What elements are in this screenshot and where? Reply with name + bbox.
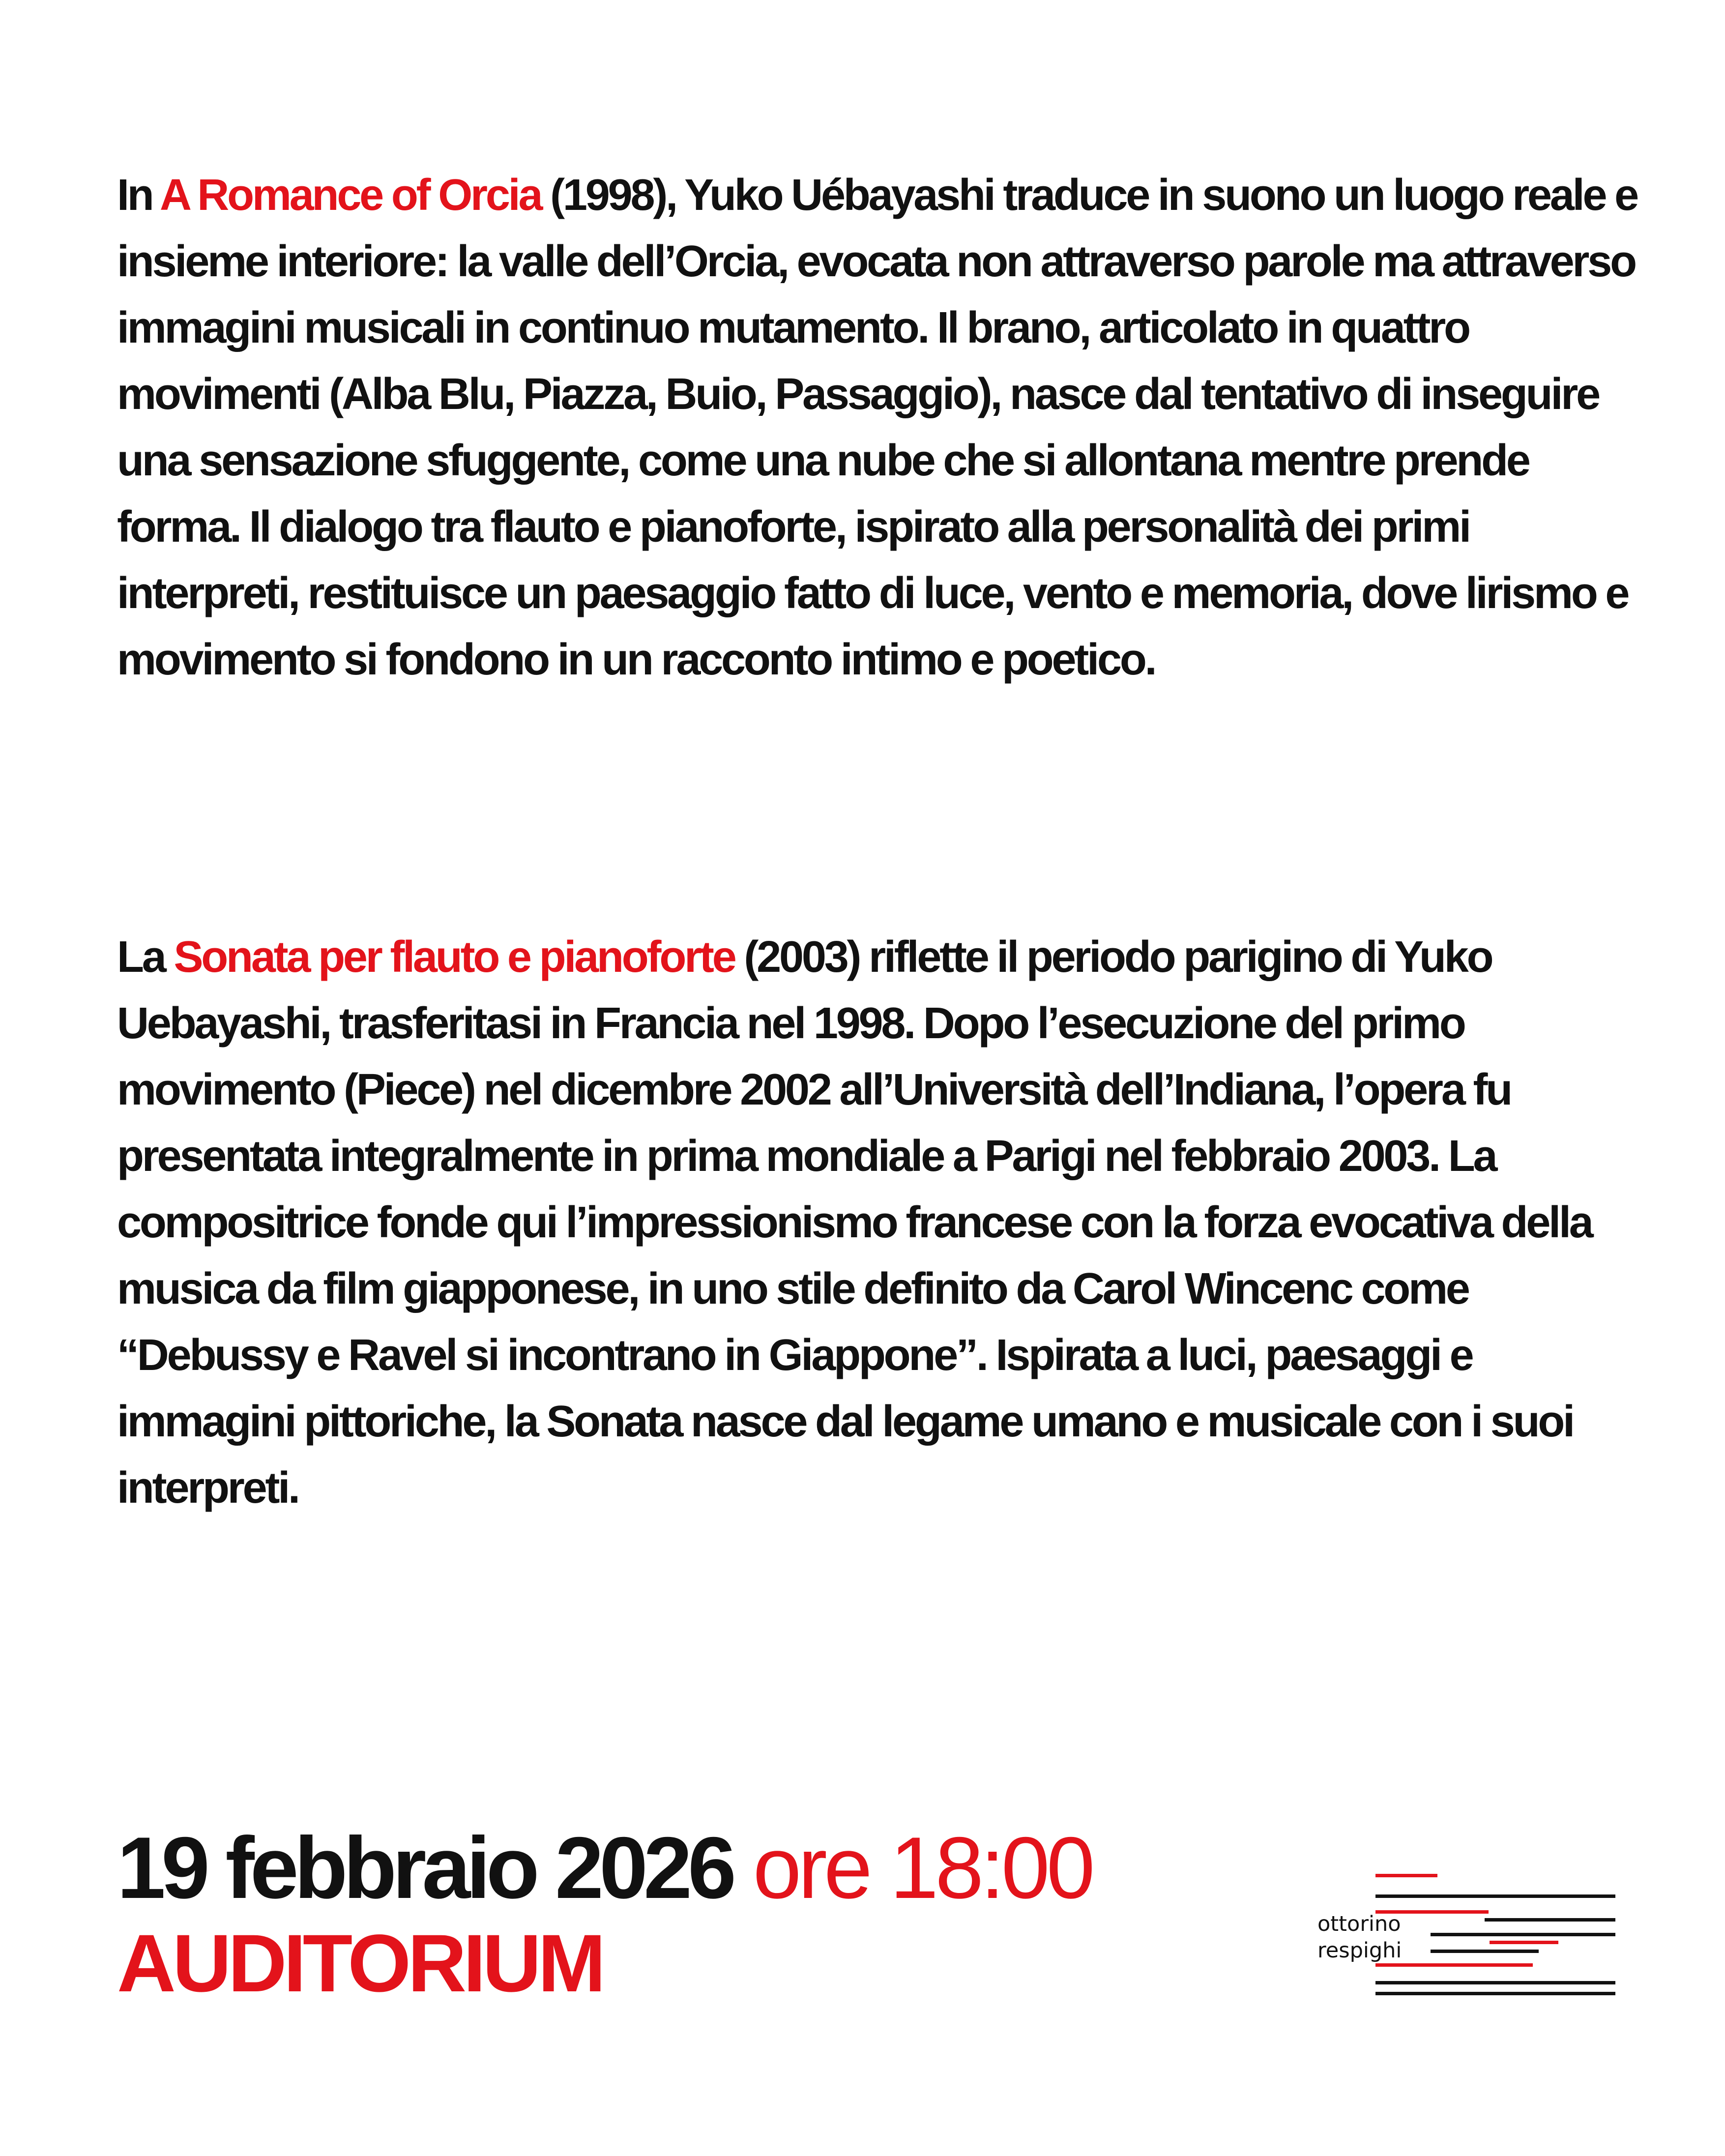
work-title-sonata: Sonata per flauto e pianoforte [174,932,735,982]
logo-line [1485,1918,1615,1922]
logo-text-respighi: respighi [1317,1938,1402,1963]
work-title-romance-of-orcia: A Romance of Orcia [160,171,541,220]
logo-line [1490,1941,1558,1944]
paragraph-intro: In [117,171,160,220]
event-venue: AUDITORIUM [117,1918,603,2009]
program-note-sonata [117,924,1641,1521]
logo-line [1431,1933,1615,1936]
logo-text-ottorino: ottorino [1317,1912,1401,1936]
paragraph-body: (1998), Yuko Uébayashi traduce in suono un luogo reale e insieme interiore: la valle dell’Orcia, evocata non attraverso parole ma attraverso immagini musicali in continuo mutamento. Il brano, articolato in quattro movimenti (Alba Blu, Piazza, Buio, Passaggio), nasce dal tentativo di inseguire una sensazione sfuggente, come una nube che si allontana mentre prende forma. Il dialogo tra flauto e pianoforte, ispirato alla personalità dei primi interpreti, restituisce un paesaggio fatto di luce, vento e memoria, dove lirismo e movimento si fondono in un racconto intimo e poetico. [117,171,1637,684]
logo-line [1375,1963,1533,1967]
logo-line [1375,1981,1615,1984]
event-date: 19 febbraio 2026 [117,1819,732,1917]
logo-line [1375,1992,1615,1995]
logo-line [1375,1874,1437,1877]
logo-line [1431,1950,1539,1953]
event-time: ore 18:00 [732,1819,1092,1917]
paragraph-body: (2003) riflette il periodo parigino di Yuko Uebayashi, trasferitasi in Francia nel 1998. Dopo l’esecuzione del primo movimento (Piece) nel dicembre 2002 all’Università dell’Indiana, l’opera fu presentata integralmente in prima mondiale a Parigi nel febbraio 2003. La compositrice fonde qui l’impressionismo francese con la forza evocativa della musica da film giapponese, in uno stile definito da Carol Wincenc come “Debussy e Ravel si incontrano in Giappone”. Ispirata a luci, paesaggi e immagini pittoriche, la Sonata nasce dal legame umano e musicale con i suoi interpreti. [117,932,1592,1513]
event-date-time [117,1819,1092,1917]
logo-line [1375,1894,1615,1898]
paragraph-intro: La [117,932,174,982]
program-note-romance-of-orcia [117,162,1641,693]
